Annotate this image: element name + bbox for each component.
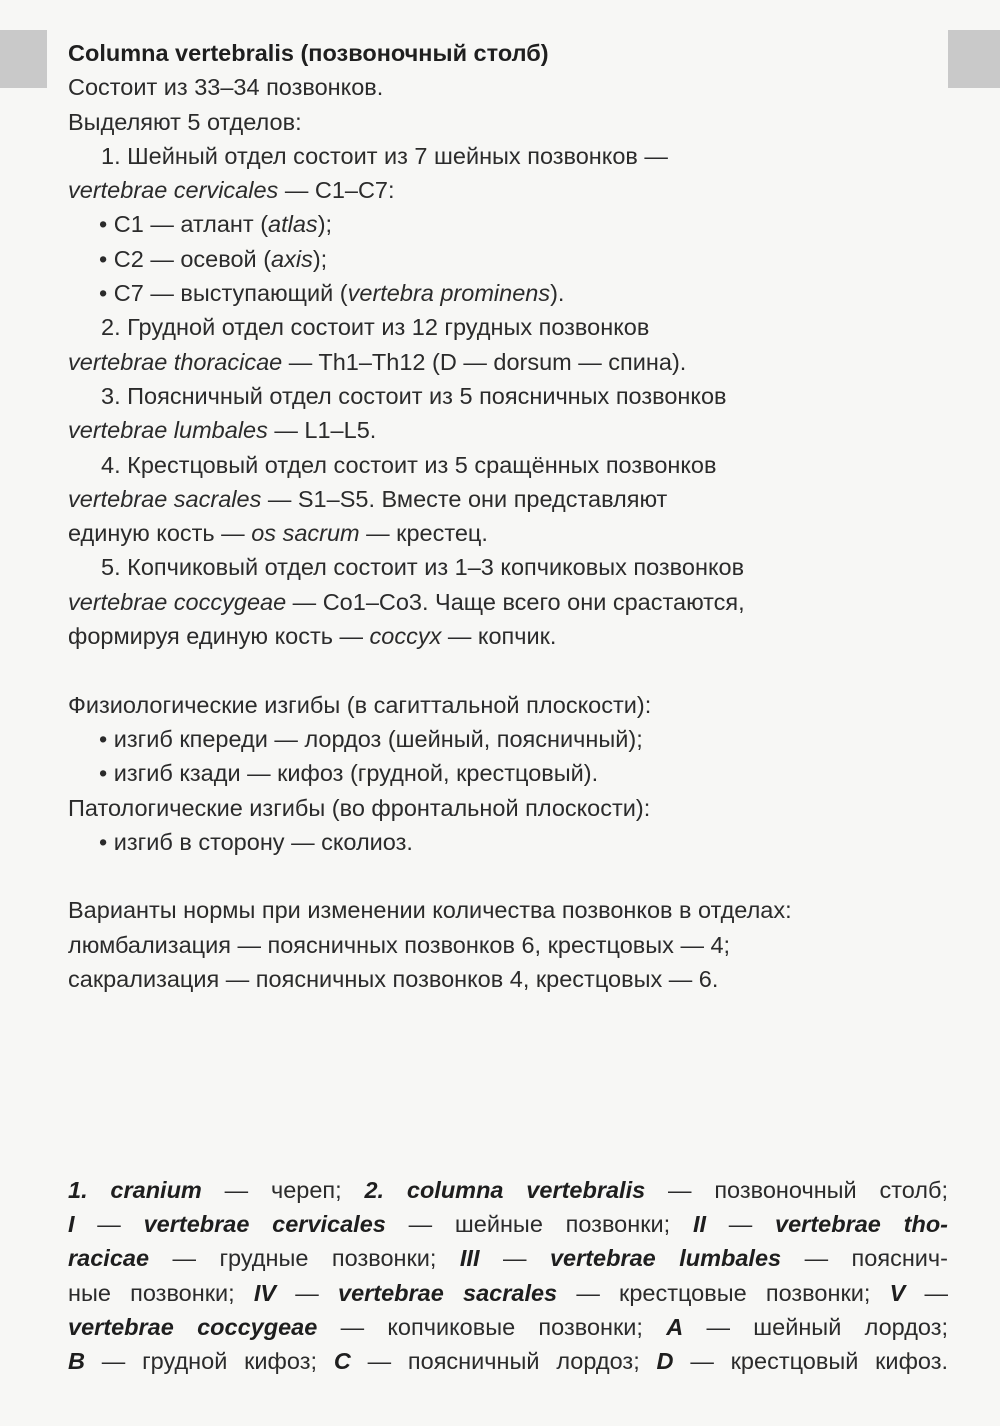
text-span: );	[312, 245, 328, 272]
latin-term: axis	[271, 245, 313, 272]
latin-term: vertebrae sacrales	[68, 485, 262, 512]
text-span: • C2 — осевой (	[99, 245, 272, 272]
caption-text: — грудные позвонки;	[149, 1245, 460, 1272]
caption-text: — череп;	[201, 1177, 365, 1203]
caption-line-4	[68, 1276, 948, 1310]
caption-text: —	[706, 1211, 776, 1238]
caption-term: 1. cranium	[68, 1177, 202, 1203]
variants-line-2: люмбализация — поясничных позвонков 6, крестцовых — 4;	[68, 931, 731, 958]
section-1-line-2	[68, 173, 948, 207]
latin-term: vertebrae cervicales	[68, 177, 279, 204]
physio-bullet-1: • изгиб кпереди — лордоз (шейный, поясничный);	[99, 725, 643, 752]
caption-text: —	[276, 1279, 338, 1306]
caption-text: — поясничный лордоз;	[350, 1348, 657, 1375]
latin-term: vertebrae coccygeae	[68, 588, 287, 615]
section-3-line-1: 3. Поясничный отдел состоит из 5 поясничных позвонков	[101, 382, 727, 409]
physio-title: Физиологические изгибы (в сагиттальной плоскости):	[68, 691, 652, 718]
caption-text: —	[905, 1279, 949, 1306]
text-span: — Th1–Th12 (D — dorsum — спина).	[282, 348, 687, 375]
latin-term: atlas	[268, 211, 318, 238]
section-5-line-3	[68, 619, 948, 653]
section-4-line-3	[68, 516, 948, 550]
caption-text: — копчиковые позвонки;	[317, 1313, 667, 1340]
patho-bullet-1: • изгиб в сторону — сколиоз.	[99, 828, 413, 855]
text-span: единую кость —	[68, 520, 252, 547]
caption-term: vertebrae cervicales	[143, 1211, 386, 1238]
bullet-c2	[68, 242, 948, 276]
section-5-line-2	[68, 585, 948, 619]
caption-line-1	[68, 1173, 948, 1207]
caption-line-3	[68, 1241, 948, 1275]
caption-term: I	[68, 1211, 75, 1238]
caption-line-2	[68, 1207, 948, 1241]
caption-line-6	[68, 1344, 948, 1378]
caption-text: —	[74, 1211, 144, 1238]
caption-text: — шейные позвонки;	[385, 1211, 693, 1238]
text-span: • C7 — выступающий (	[99, 280, 348, 307]
variants-line-1: Варианты нормы при изменении количества позвонков в отделах:	[68, 897, 792, 924]
caption-text: — позвоночный столб;	[645, 1177, 948, 1203]
section-2-line-1: 2. Грудной отдел состоит из 12 грудных позвонков	[101, 314, 650, 341]
caption-term: D	[656, 1348, 674, 1375]
patho-title: Патологические изгибы (во фронтальной плоскости):	[68, 794, 651, 821]
caption-term: vertebrae tho-	[775, 1211, 948, 1238]
caption-term: vertebrae lumbales	[549, 1245, 782, 1272]
spacer	[68, 859, 948, 893]
text-span: — S1–S5. Вместе они представляют	[261, 485, 668, 512]
caption-term: IV	[253, 1279, 277, 1306]
variants-line-3: сакрализация — поясничных позвонков 4, крестцовых — 6.	[68, 966, 719, 993]
text-span: — L1–L5.	[267, 417, 377, 444]
text-span: формируя единую кость —	[68, 623, 370, 650]
page-title: Columna vertebralis (позвоночный столб)	[68, 40, 549, 66]
caption-text: ные позвонки;	[68, 1279, 254, 1306]
caption-term: vertebrae coccygeae	[68, 1313, 318, 1340]
caption-text: — крестцовый кифоз.	[673, 1348, 949, 1375]
spacer	[68, 653, 948, 687]
caption-term: 2. columna vertebralis	[364, 1177, 646, 1203]
section-1-line-1: 1. Шейный отдел состоит из 7 шейных позвонков —	[101, 142, 668, 169]
caption-term: V	[889, 1279, 906, 1306]
text-span: ).	[550, 280, 565, 307]
intro-line-1: Состоит из 33–34 позвонков.	[68, 74, 384, 101]
caption-term: A	[666, 1313, 684, 1340]
page-edge-tab-right	[948, 30, 1000, 88]
latin-term: vertebra prominens	[347, 280, 551, 307]
latin-term: os sacrum	[251, 520, 360, 547]
section-4-line-1: 4. Крестцовый отдел состоит из 5 сращённых позвонков	[101, 451, 717, 478]
caption-text: — пояснич-	[781, 1245, 948, 1272]
text-span: — крестец.	[359, 520, 488, 547]
latin-term: coccyx	[369, 623, 442, 650]
caption-term: III	[459, 1245, 480, 1272]
caption-line-5	[68, 1310, 948, 1344]
caption-text: — грудной кифоз;	[84, 1348, 334, 1375]
text-span: — Co1–Co3. Чаще всего они срастаются,	[286, 588, 745, 615]
section-2-line-2	[68, 345, 948, 379]
text-span: — копчик.	[441, 623, 557, 650]
caption-text: — крестцовые позвонки;	[557, 1279, 890, 1306]
caption-term: racicae	[68, 1245, 150, 1272]
page-edge-tab-left	[0, 30, 47, 88]
bullet-c7	[68, 276, 948, 310]
section-3-line-2	[68, 413, 948, 447]
latin-term: vertebrae thoracicae	[68, 348, 283, 375]
caption-term: B	[68, 1348, 85, 1375]
text-span: );	[317, 211, 333, 238]
caption-term: vertebrae sacrales	[338, 1279, 558, 1306]
section-4-line-2	[68, 482, 948, 516]
caption-text: — шейный лордоз;	[683, 1313, 949, 1340]
section-5-line-1: 5. Копчиковый отдел состоит из 1–3 копчиковых позвонков	[101, 554, 745, 581]
latin-term: vertebrae lumbales	[68, 417, 268, 444]
caption-text: —	[479, 1245, 550, 1272]
physio-bullet-2: • изгиб кзади — кифоз (грудной, крестцовый).	[99, 760, 599, 787]
caption-term: II	[692, 1211, 706, 1238]
text-span: — C1–C7:	[278, 177, 395, 204]
page-body	[68, 36, 948, 996]
caption-term: C	[333, 1348, 351, 1375]
text-span: • C1 — атлант (	[99, 211, 269, 238]
figure-caption	[68, 1173, 948, 1378]
intro-line-2: Выделяют 5 отделов:	[68, 108, 302, 135]
bullet-c1	[68, 207, 948, 241]
